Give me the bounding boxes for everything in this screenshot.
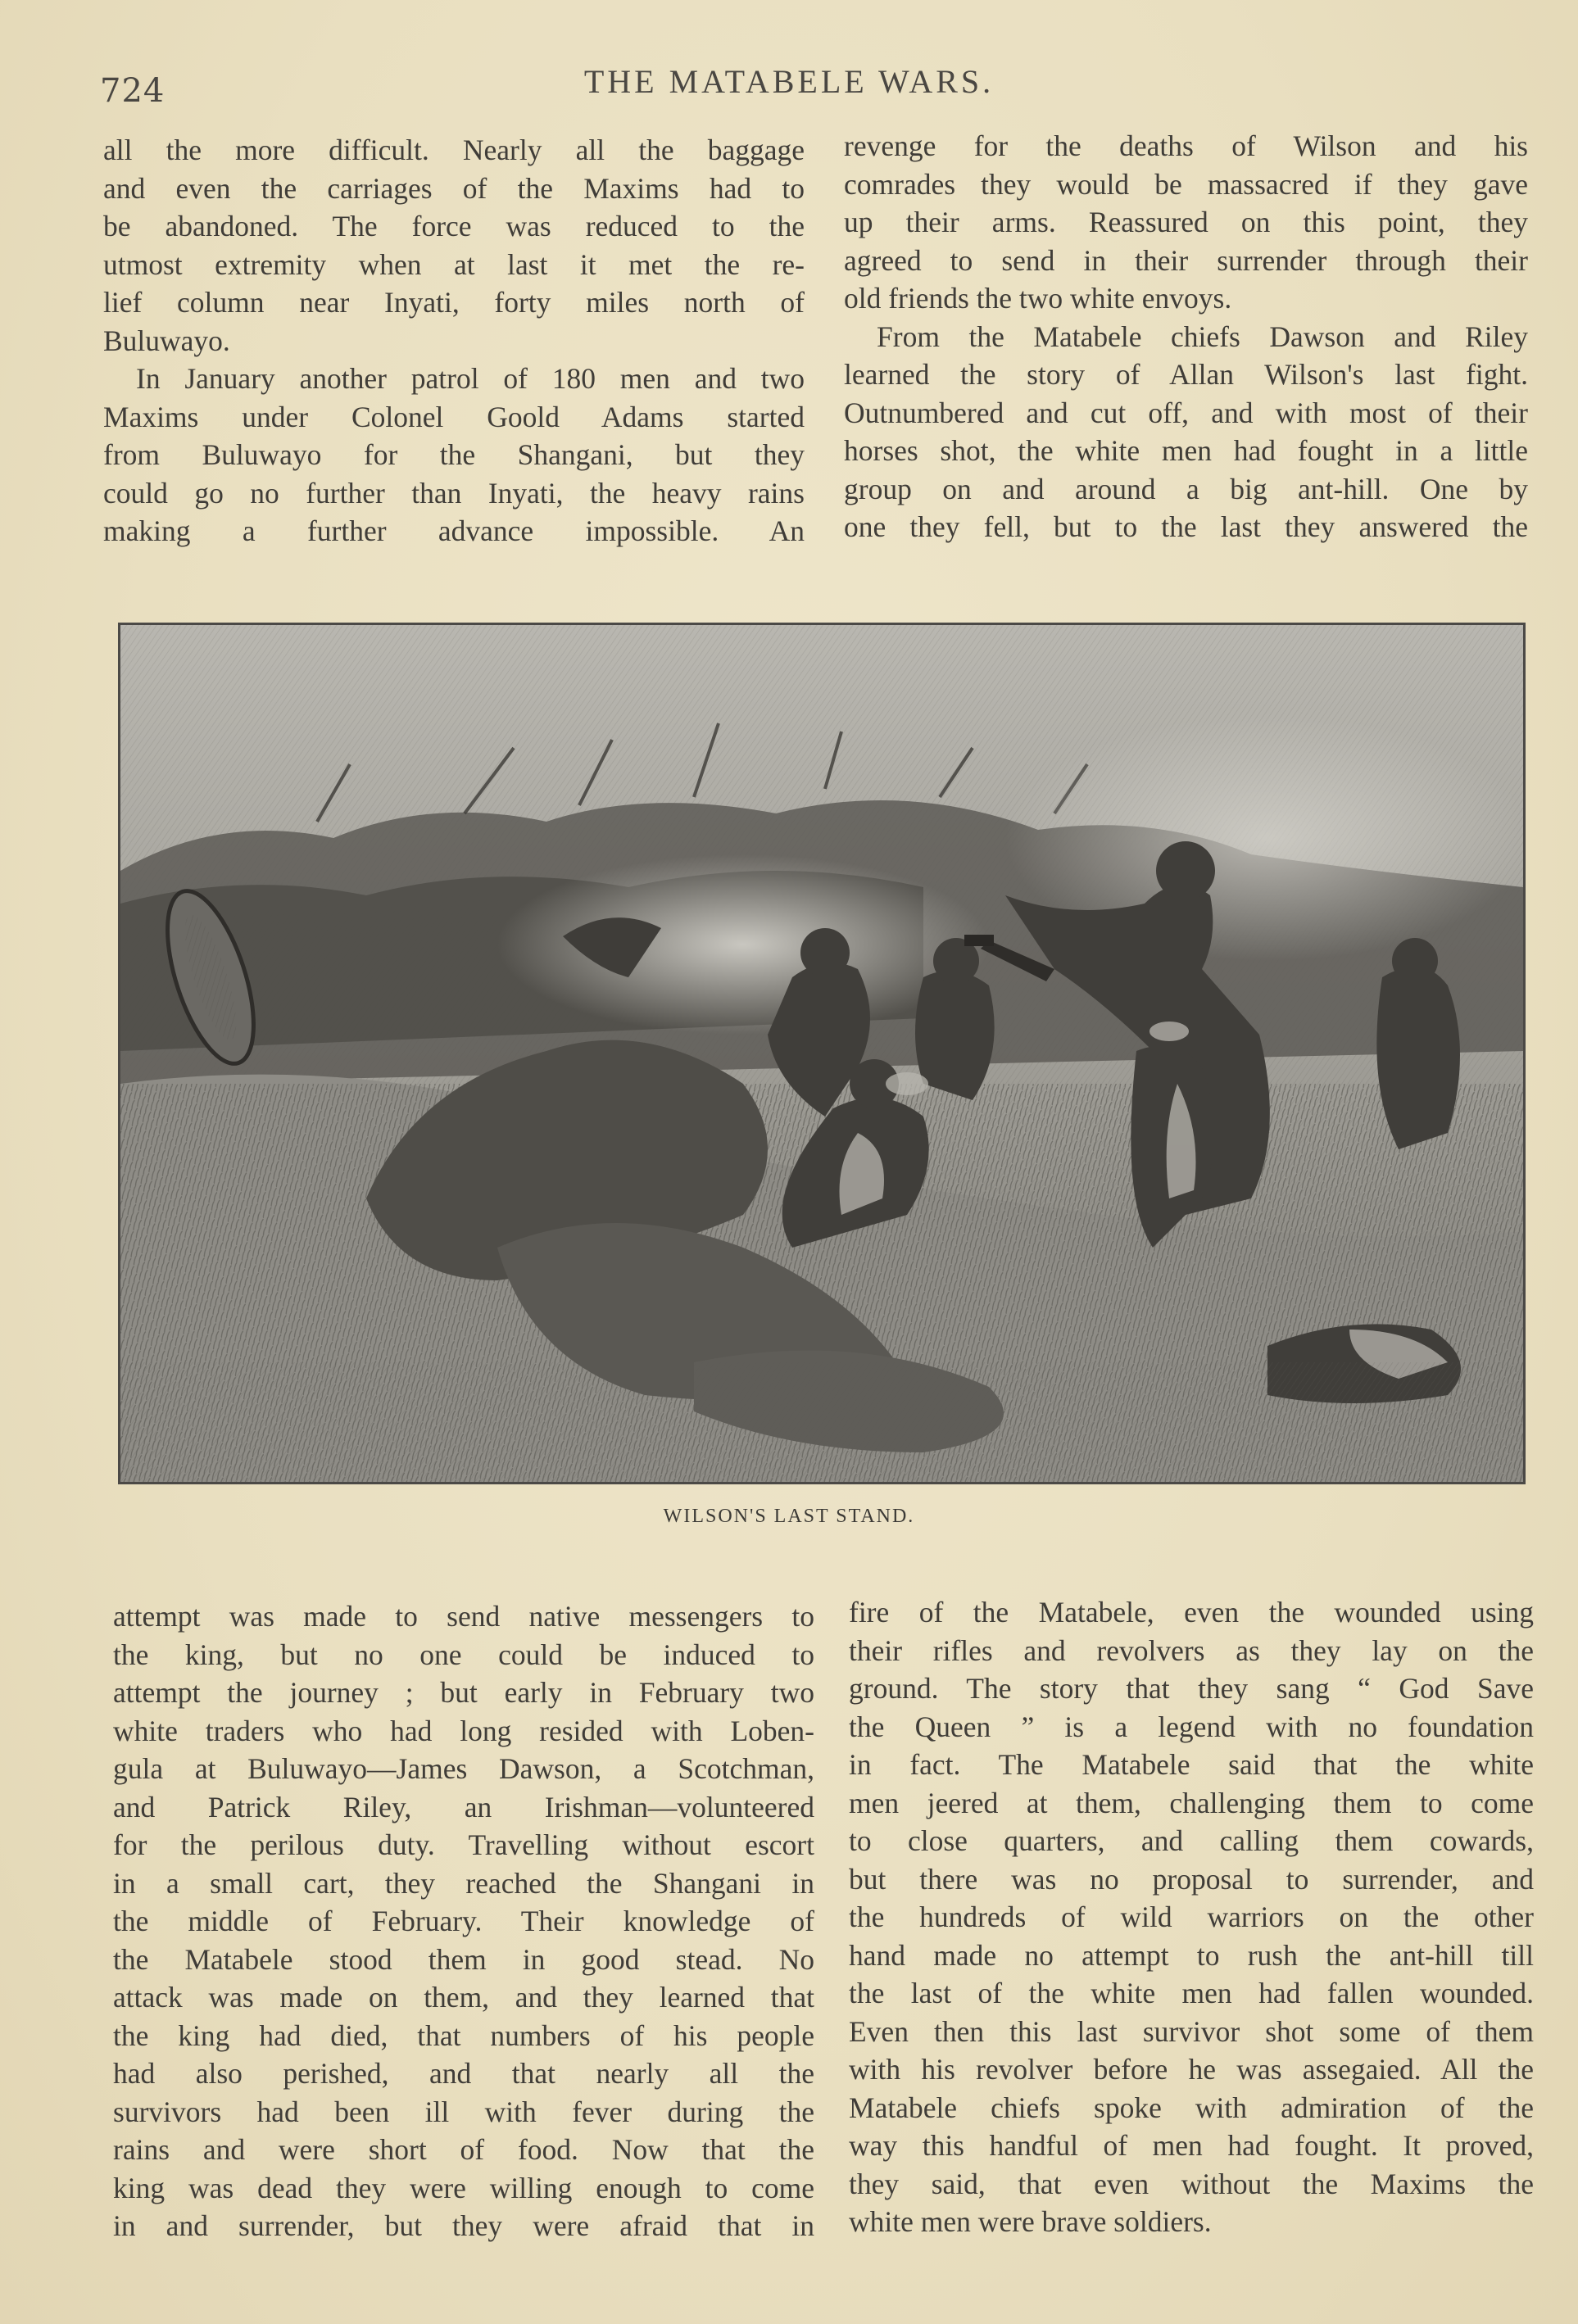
text-line: Buluwayo. [103, 324, 230, 357]
column-bottom-left [113, 1597, 814, 2245]
text-line: Even then this last survivor shot some of them [849, 2014, 1534, 2048]
text-line: the king had died, that numbers of his people [113, 2018, 814, 2052]
text-line: group on and around a big ant-hill. One by [844, 472, 1528, 505]
text-line: and Patrick Riley, an Irishman—volunteered [113, 1790, 814, 1823]
text-line: men jeered at them, challenging them to come [849, 1786, 1534, 1819]
text-line: hand made no attempt to rush the ant-hill till [849, 1938, 1534, 1972]
text-line: and even the carriages of the Maxims had to [103, 171, 805, 205]
text-line: learned the story of Allan Wilson's last fight. [844, 358, 1528, 391]
text-line: in a small cart, they reached the Shangani in [113, 1866, 814, 1900]
text-line: rains and were short of food. Now that the [113, 2133, 814, 2166]
text-line: revenge for the deaths of Wilson and his [844, 129, 1528, 162]
text-line: to close quarters, and calling them cowards, [849, 1824, 1534, 1857]
illustration-wilsons-last-stand [118, 623, 1526, 1484]
text-line: be abandoned. The force was reduced to the [103, 210, 805, 242]
text-line: way this handful of men had fought. It proved, [849, 2129, 1534, 2162]
text-line: making a further advance impossible. An [103, 514, 805, 547]
text-line: one they fell, but to the last they answered the [844, 510, 1528, 543]
text-line: attempt the journey ; but early in February two [113, 1676, 814, 1709]
text-line: the Queen ” is a legend with no foundation [849, 1710, 1534, 1743]
column-bottom-right [849, 1593, 1534, 2241]
text-line: their rifles and revolvers as they lay on the [849, 1633, 1534, 1667]
text-line: ground. The story that they sang “ God Save [849, 1672, 1534, 1705]
text-line: lief column near Inyati, forty miles north of [103, 286, 805, 319]
text-line: but there was no proposal to surrender, and [849, 1862, 1534, 1896]
text-line: fire of the Matabele, even the wounded using [849, 1596, 1534, 1629]
text-line: the hundreds of wild warriors on the other [849, 1900, 1534, 1933]
text-line: comrades they would be massacred if they gave [844, 167, 1528, 201]
text-line: the king, but no one could be induced to [113, 1638, 814, 1671]
text-line: king was dead they were willing enough to come [113, 2171, 814, 2204]
text-line: with his revolver before he was assegaied. All the [849, 2053, 1534, 2086]
text-line: gula at Buluwayo—James Dawson, a Scotchman, [113, 1752, 814, 1785]
text-line: the last of the white men had fallen wounded. [849, 1977, 1534, 2009]
text-line: up their arms. Reassured on this point, they [844, 206, 1528, 238]
text-line: horses shot, the white men had fought in a little [844, 434, 1528, 467]
page-number: 724 [100, 72, 166, 110]
text-line: in and surrender, but they were afraid that in [113, 2209, 814, 2242]
text-line: from Buluwayo for the Shangani, but they [103, 438, 805, 471]
text-line: agreed to send in their surrender through their [844, 243, 1528, 277]
text-line: attack was made on them, and they learned that [113, 1981, 814, 2014]
text-line: in fact. The Matabele said that the white [849, 1748, 1534, 1781]
text-line: attempt was made to send native messengers to [113, 1600, 814, 1633]
text-line: could go no further than Inyati, the heavy rains [103, 476, 805, 510]
column-top-right [844, 127, 1528, 546]
text-line: Matabele chiefs spoke with admiration of the [849, 2091, 1534, 2124]
text-line: they said, that even without the Maxims the [849, 2167, 1534, 2200]
text-line: the Matabele stood them in good stead. No [113, 1942, 814, 1976]
text-line: old friends the two white envoys. [844, 282, 1232, 315]
text-line: all the more difficult. Nearly all the baggage [103, 134, 805, 166]
running-title: THE MATABELE WARS. [583, 63, 995, 100]
text-line: utmost extremity when at last it met the re- [103, 247, 805, 281]
text-line: Maxims under Colonel Goold Adams started [103, 400, 805, 433]
text-line: the middle of February. Their knowledge of [113, 1905, 814, 1937]
text-line: Outnumbered and cut off, and with most of their [844, 396, 1528, 429]
column-top-left [103, 131, 805, 550]
text-line: survivors had been ill with fever during the [113, 2095, 814, 2128]
text-line: white traders who had long resided with Loben- [113, 1714, 814, 1747]
text-line: white men were brave soldiers. [849, 2205, 1212, 2238]
text-line: had also perished, and that nearly all the [113, 2057, 814, 2090]
text-line: From the Matabele chiefs Dawson and Riley [877, 319, 1528, 353]
figure-caption: WILSON'S LAST STAND. [663, 1506, 915, 1527]
text-line: In January another patrol of 180 men and two [136, 362, 805, 395]
text-line: for the perilous duty. Travelling without escort [113, 1828, 814, 1861]
